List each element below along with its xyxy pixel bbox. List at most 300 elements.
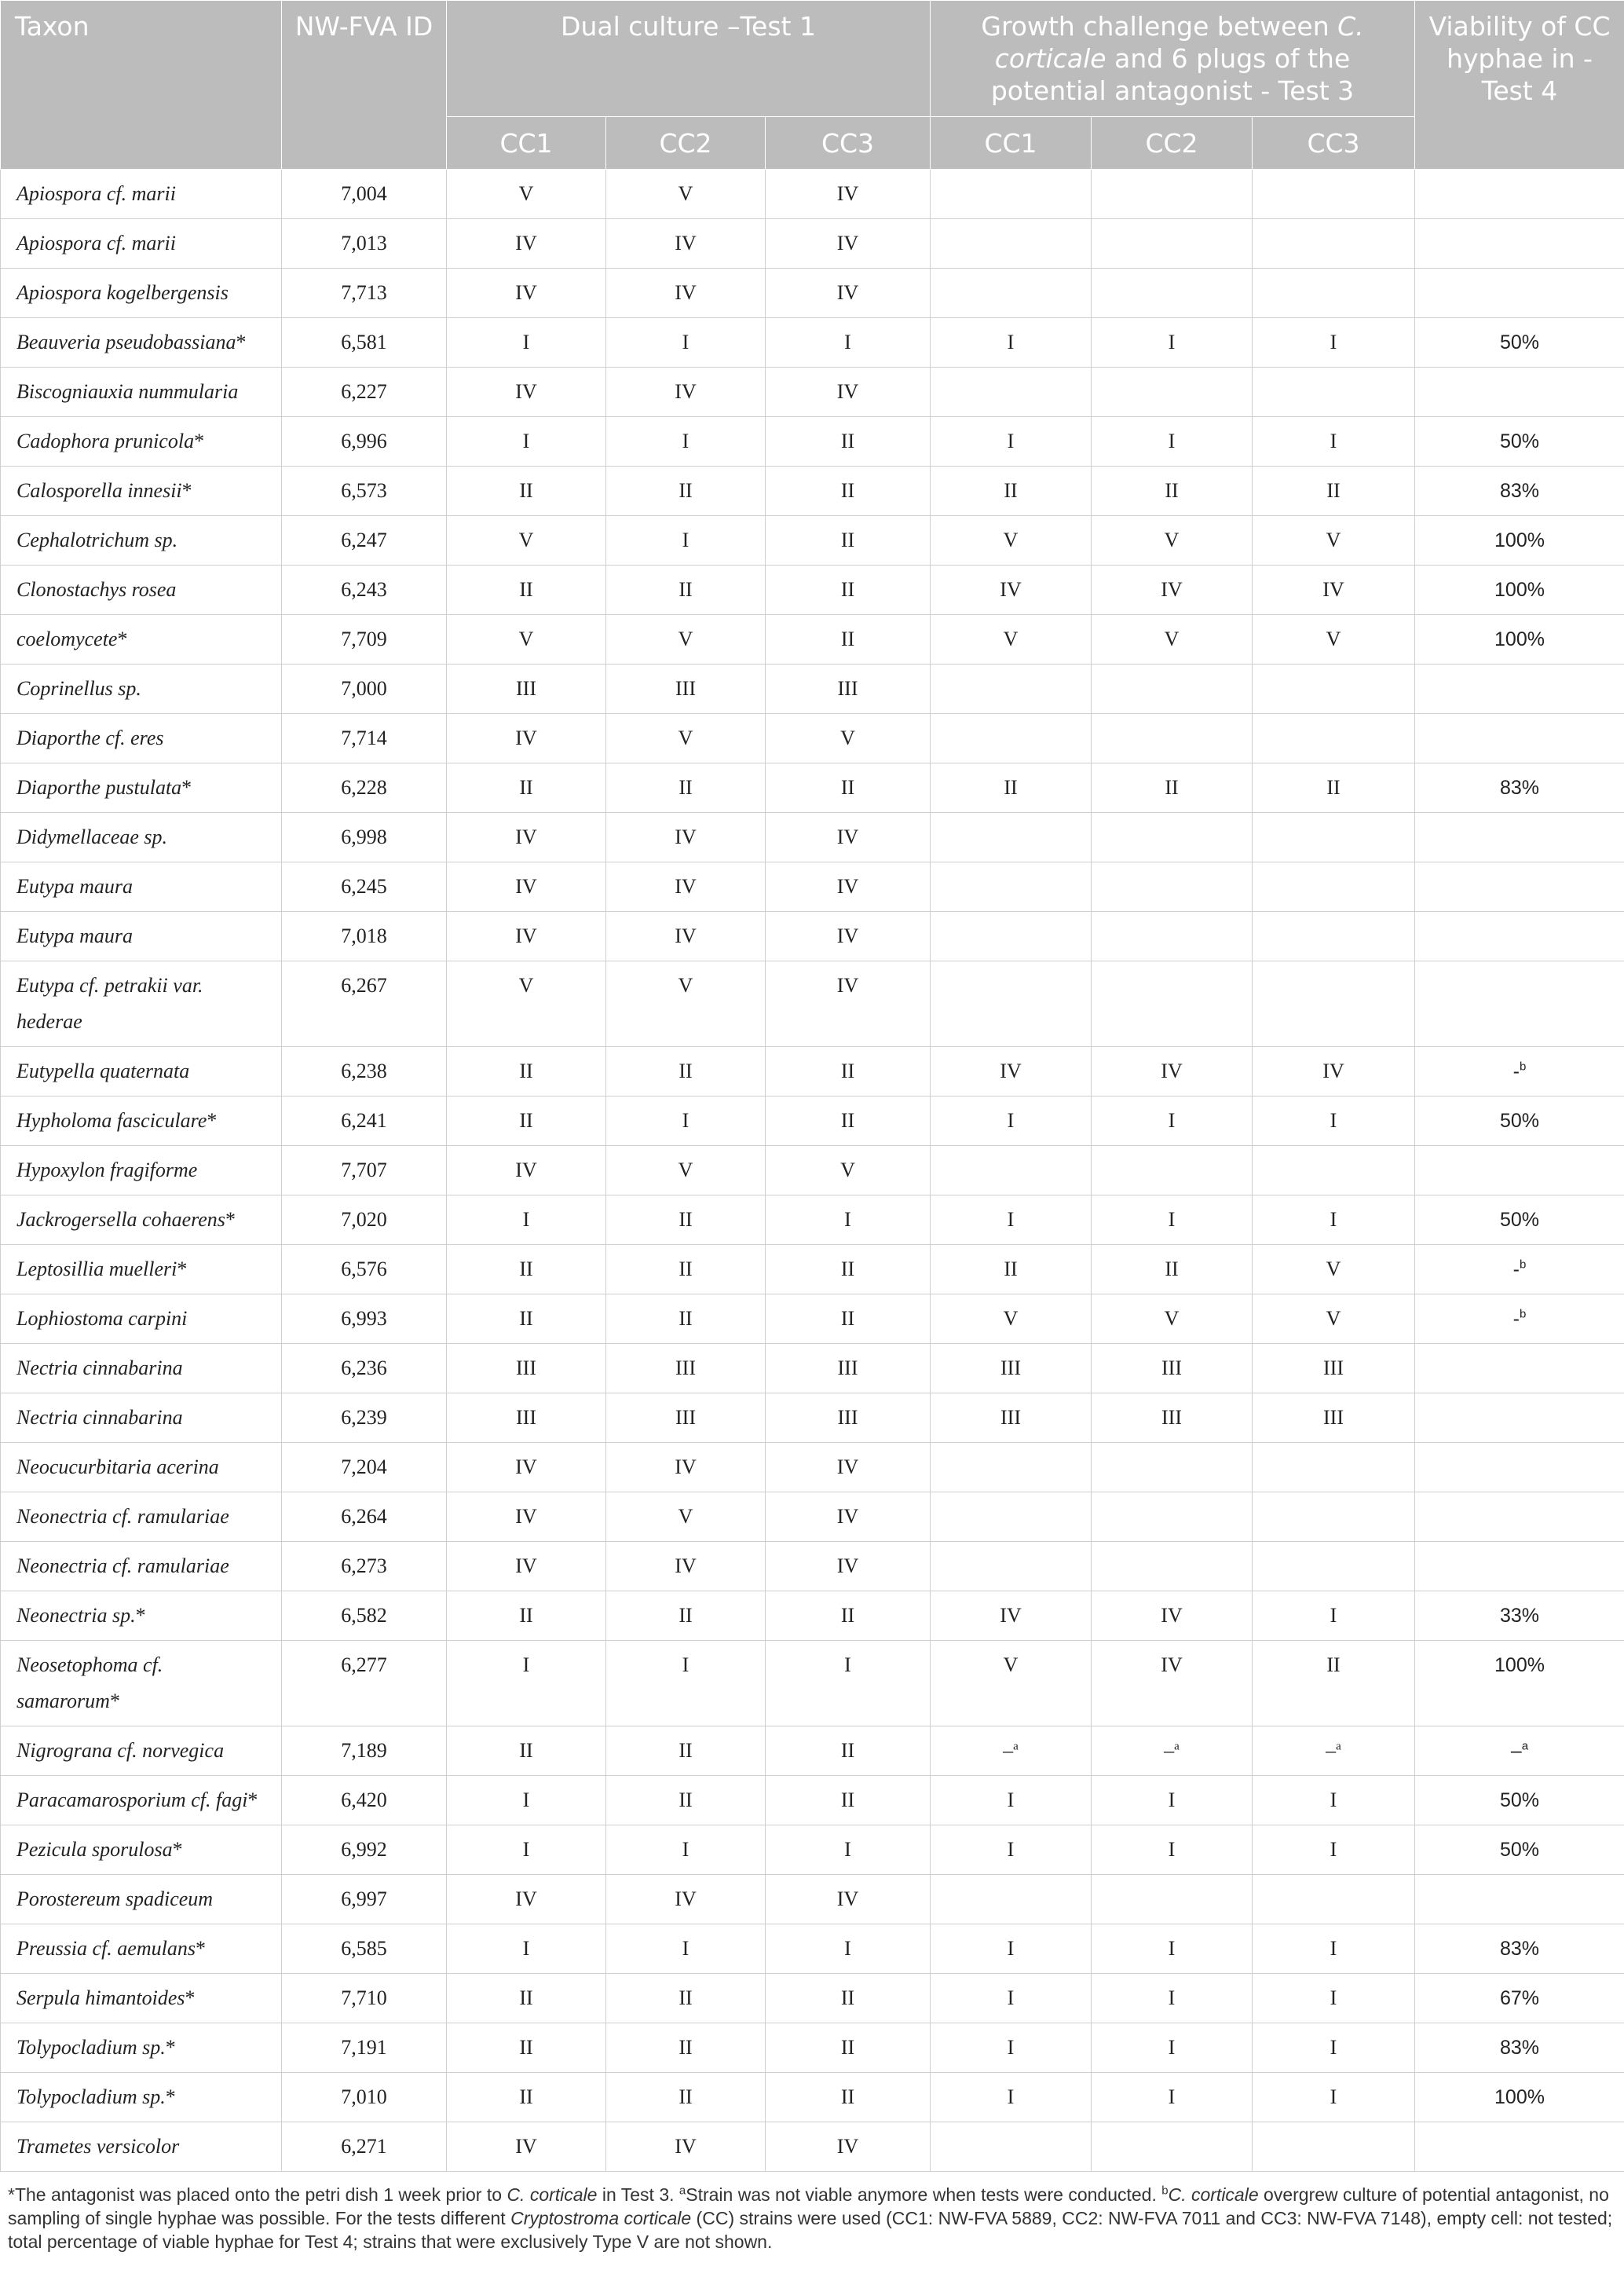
id-cell: 7,191: [282, 2023, 447, 2073]
test1-cc3-cell: IV: [766, 170, 931, 219]
taxon-cell: Hypoxylon fragiforme: [1, 1146, 282, 1195]
test3-cc3-cell: [1253, 1492, 1415, 1542]
taxon-cell: Neonectria sp.*: [1, 1591, 282, 1641]
test3-cc3-cell: V: [1253, 516, 1415, 566]
test1-cc3-cell: II: [766, 1294, 931, 1344]
id-cell: 6,997: [282, 1875, 447, 1924]
id-cell: 6,247: [282, 516, 447, 566]
test1-cc3-cell: II: [766, 1776, 931, 1825]
table-row: [1, 318, 1624, 368]
test1-cc1-cell: I: [447, 318, 606, 368]
test1-cc3-cell: I: [766, 1825, 931, 1875]
test1-cc2-cell: IV: [606, 1875, 766, 1924]
test3-cc1-cell: [931, 1443, 1092, 1492]
test1-cc1-cell: V: [447, 516, 606, 566]
taxon-cell: Apiospora cf. marii: [1, 170, 282, 219]
taxon-cell: Tolypocladium sp.*: [1, 2073, 282, 2122]
test1-cc2-cell: V: [606, 714, 766, 763]
test3-cc1-cell: I: [931, 1195, 1092, 1245]
viability-cell: [1415, 1344, 1624, 1393]
test3-cc3-cell: II: [1253, 763, 1415, 813]
test1-cc3-cell: III: [766, 1393, 931, 1443]
test1-cc1-cell: II: [447, 1726, 606, 1776]
viability-cell: 100%: [1415, 2073, 1624, 2122]
test3-cc3-cell: [1253, 1542, 1415, 1591]
test1-cc1-cell: IV: [447, 1492, 606, 1542]
test3-cc3-cell: V: [1253, 1245, 1415, 1294]
test1-cc2-cell: V: [606, 170, 766, 219]
test3-cc3-cell: I: [1253, 1195, 1415, 1245]
test1-cc3-cell: III: [766, 665, 931, 714]
table-row: [1, 1924, 1624, 1974]
taxon-cell: Nigrograna cf. norvegica: [1, 1726, 282, 1776]
taxon-cell: coelomycete*: [1, 615, 282, 665]
viability-cell: 83%: [1415, 1924, 1624, 1974]
viability-cell: 83%: [1415, 467, 1624, 516]
test1-cc2-cell: II: [606, 566, 766, 615]
viability-cell: 83%: [1415, 763, 1624, 813]
test1-cc3-cell: II: [766, 1726, 931, 1776]
test3-cc2-cell: III: [1092, 1393, 1253, 1443]
test3-cc2-cell: [1092, 368, 1253, 417]
id-cell: 6,236: [282, 1344, 447, 1393]
table-row: [1, 417, 1624, 467]
test1-cc2-cell: IV: [606, 813, 766, 862]
test3-cc2-cell: I: [1092, 2073, 1253, 2122]
test1-cc3-cell: V: [766, 1146, 931, 1195]
test1-cc1-cell: II: [447, 1974, 606, 2023]
id-cell: 6,238: [282, 1047, 447, 1097]
test3-cc1-cell: [931, 1492, 1092, 1542]
test3-cc3-cell: [1253, 1146, 1415, 1195]
test1-cc3-cell: IV: [766, 1492, 931, 1542]
viability-cell: [1415, 219, 1624, 269]
test1-cc2-cell: II: [606, 2023, 766, 2073]
viability-cell: [1415, 368, 1624, 417]
table-row: [1, 1245, 1624, 1294]
id-cell: 7,713: [282, 269, 447, 318]
test1-cc1-cell: I: [447, 1641, 606, 1726]
test1-cc2-cell: I: [606, 1641, 766, 1726]
test3-cc2-cell: V: [1092, 1294, 1253, 1344]
test3-cc1-cell: III: [931, 1344, 1092, 1393]
test1-cc1-cell: II: [447, 763, 606, 813]
test3-cc3-cell: [1253, 665, 1415, 714]
test3-cc3-cell: [1253, 2122, 1415, 2172]
test1-cc3-cell: II: [766, 1097, 931, 1146]
test1-cc3-cell: IV: [766, 2122, 931, 2172]
taxon-cell: Apiospora kogelbergensis: [1, 269, 282, 318]
test3-cc1-cell: I: [931, 1924, 1092, 1974]
table-row: [1, 763, 1624, 813]
test1-cc2-cell: II: [606, 763, 766, 813]
table-row: [1, 813, 1624, 862]
taxon-cell: Didymellaceae sp.: [1, 813, 282, 862]
viability-cell: [1415, 665, 1624, 714]
taxon-cell: Paracamarosporium cf. fagi*: [1, 1776, 282, 1825]
test3-cc3-cell: II: [1253, 1641, 1415, 1726]
test1-cc2-cell: II: [606, 1294, 766, 1344]
test3-cc3-cell: III: [1253, 1344, 1415, 1393]
test1-cc1-cell: IV: [447, 2122, 606, 2172]
id-cell: 6,420: [282, 1776, 447, 1825]
viability-cell: [1415, 862, 1624, 912]
test3-cc2-cell: III: [1092, 1344, 1253, 1393]
test1-cc1-cell: II: [447, 566, 606, 615]
test3-cc3-cell: [1253, 219, 1415, 269]
test1-cc3-cell: I: [766, 318, 931, 368]
id-cell: 6,273: [282, 1542, 447, 1591]
test3-cc1-cell: [931, 665, 1092, 714]
table-row: [1, 1875, 1624, 1924]
id-cell: 7,707: [282, 1146, 447, 1195]
viability-cell: -$^b$: [1415, 1245, 1624, 1294]
id-cell: 6,992: [282, 1825, 447, 1875]
id-cell: 7,020: [282, 1195, 447, 1245]
test1-cc2-cell: IV: [606, 2122, 766, 2172]
test3-cc3-cell: [1253, 714, 1415, 763]
test3-cc2-cell: [1092, 1146, 1253, 1195]
id-cell: 6,993: [282, 1294, 447, 1344]
test3-cc3-cell: IV: [1253, 1047, 1415, 1097]
test1-cc3-cell: IV: [766, 813, 931, 862]
viability-cell: 100%: [1415, 566, 1624, 615]
test1-cc3-cell: II: [766, 1591, 931, 1641]
test3-cc1-cell: I: [931, 417, 1092, 467]
test3-cc2-cell: [1092, 1492, 1253, 1542]
test1-cc2-cell: II: [606, 1195, 766, 1245]
test1-cc2-cell: V: [606, 961, 766, 1047]
test1-cc1-cell: I: [447, 1924, 606, 1974]
test1-cc1-cell: I: [447, 1195, 606, 1245]
id-cell: 6,267: [282, 961, 447, 1047]
test1-cc2-cell: I: [606, 1825, 766, 1875]
test1-cc2-cell: IV: [606, 862, 766, 912]
test1-cc3-cell: IV: [766, 1443, 931, 1492]
table-row: [1, 566, 1624, 615]
test3-cc2-cell: IV: [1092, 566, 1253, 615]
viability-cell: [1415, 1875, 1624, 1924]
table-row: [1, 1097, 1624, 1146]
test1-cc3-cell: II: [766, 1974, 931, 2023]
id-cell: 6,271: [282, 2122, 447, 2172]
table-row: [1, 1443, 1624, 1492]
test3-cc3-cell: [1253, 862, 1415, 912]
test1-cc1-cell: IV: [447, 813, 606, 862]
id-cell: 6,277: [282, 1641, 447, 1726]
header-taxon: Taxon: [1, 1, 282, 170]
test1-cc2-cell: III: [606, 1393, 766, 1443]
test3-cc3-cell: I: [1253, 1097, 1415, 1146]
test1-cc2-cell: V: [606, 1146, 766, 1195]
test1-cc1-cell: IV: [447, 269, 606, 318]
test3-cc2-cell: V: [1092, 615, 1253, 665]
header-test1-cc1: CC1: [447, 117, 606, 170]
table-row: [1, 219, 1624, 269]
viability-cell: 100%: [1415, 1641, 1624, 1726]
table-row: [1, 1591, 1624, 1641]
test3-cc3-cell: I: [1253, 2023, 1415, 2073]
table-row: [1, 2122, 1624, 2172]
test1-cc2-cell: IV: [606, 1542, 766, 1591]
test3-cc2-cell: I: [1092, 1924, 1253, 1974]
taxon-cell: Neocucurbitaria acerina: [1, 1443, 282, 1492]
id-cell: 6,227: [282, 368, 447, 417]
viability-cell: 100%: [1415, 615, 1624, 665]
id-cell: 6,241: [282, 1097, 447, 1146]
id-cell: 6,996: [282, 417, 447, 467]
test3-cc3-cell: I: [1253, 2073, 1415, 2122]
viability-cell: [1415, 714, 1624, 763]
test3-cc1-cell: I: [931, 1825, 1092, 1875]
test3-cc2-cell: –$^a$: [1092, 1726, 1253, 1776]
test3-cc1-cell: [931, 714, 1092, 763]
table-footnote: *The antagonist was placed onto the petri dish 1 week prior to C. corticale in Test 3. $^a$Strain was not viable anymore when tests were conducted. $^b$C. corticale overgrew culture of potential antagonist, no sampling of single hyphae was possible. For the tests different Cryptostroma corticale (CC) strains were used (CC1: NW-FVA 5889, CC2: NW-FVA 7011 and CC3: NW-FVA 7148), empty cell: not tested; total percentage of viable hyphae for Test 4; strains that were exclusively Type V are not shown.: [8, 2184, 1613, 2252]
test3-cc1-cell: V: [931, 615, 1092, 665]
test1-cc2-cell: I: [606, 318, 766, 368]
test1-cc1-cell: II: [447, 467, 606, 516]
table-row: [1, 269, 1624, 318]
taxon-cell: Cephalotrichum sp.: [1, 516, 282, 566]
test3-cc3-cell: [1253, 368, 1415, 417]
test3-cc1-cell: [931, 368, 1092, 417]
taxon-cell: Diaporthe cf. eres: [1, 714, 282, 763]
test1-cc3-cell: II: [766, 516, 931, 566]
test3-cc1-cell: I: [931, 318, 1092, 368]
test1-cc2-cell: IV: [606, 1443, 766, 1492]
test3-cc2-cell: [1092, 1875, 1253, 1924]
test3-cc1-cell: V: [931, 1294, 1092, 1344]
test1-cc1-cell: IV: [447, 1146, 606, 1195]
test3-cc2-cell: [1092, 862, 1253, 912]
test3-cc2-cell: I: [1092, 2023, 1253, 2073]
table-row: [1, 862, 1624, 912]
test3-cc3-cell: I: [1253, 1591, 1415, 1641]
table-row: [1, 1294, 1624, 1344]
taxon-cell: Neosetophoma cf. samarorum*: [1, 1641, 282, 1726]
header-test4: Viability of CC hyphae in -Test 4: [1415, 1, 1624, 170]
test3-cc2-cell: V: [1092, 516, 1253, 566]
test3-cc2-cell: I: [1092, 1825, 1253, 1875]
test1-cc3-cell: IV: [766, 961, 931, 1047]
test1-cc1-cell: II: [447, 1047, 606, 1097]
test1-cc2-cell: I: [606, 1924, 766, 1974]
test3-cc1-cell: I: [931, 2073, 1092, 2122]
test1-cc1-cell: IV: [447, 368, 606, 417]
test3-cc1-cell: I: [931, 1097, 1092, 1146]
test3-cc2-cell: I: [1092, 1776, 1253, 1825]
test1-cc3-cell: IV: [766, 269, 931, 318]
test3-cc3-cell: II: [1253, 467, 1415, 516]
table-row: [1, 912, 1624, 961]
table-row: [1, 1542, 1624, 1591]
viability-cell: [1415, 269, 1624, 318]
test1-cc1-cell: IV: [447, 862, 606, 912]
test1-cc2-cell: III: [606, 665, 766, 714]
table-row: [1, 1641, 1624, 1726]
viability-cell: [1415, 1492, 1624, 1542]
test3-cc1-cell: [931, 1542, 1092, 1591]
test3-cc3-cell: [1253, 269, 1415, 318]
test3-cc1-cell: V: [931, 516, 1092, 566]
taxon-cell: Tolypocladium sp.*: [1, 2023, 282, 2073]
test3-cc1-cell: [931, 961, 1092, 1047]
viability-cell: –$^a$: [1415, 1726, 1624, 1776]
test3-cc3-cell: I: [1253, 1825, 1415, 1875]
test1-cc1-cell: II: [447, 1591, 606, 1641]
id-cell: 7,013: [282, 219, 447, 269]
header-id: NW-FVA ID: [282, 1, 447, 170]
id-cell: 6,228: [282, 763, 447, 813]
header-test1-cc2: CC2: [606, 117, 766, 170]
test3-cc1-cell: IV: [931, 566, 1092, 615]
viability-cell: -$^b$: [1415, 1047, 1624, 1097]
test3-cc2-cell: IV: [1092, 1047, 1253, 1097]
viability-cell: [1415, 1542, 1624, 1591]
test1-cc3-cell: II: [766, 467, 931, 516]
test1-cc2-cell: IV: [606, 368, 766, 417]
taxon-cell: Leptosillia muelleri*: [1, 1245, 282, 1294]
header-test3-cc2: CC2: [1092, 117, 1253, 170]
test1-cc1-cell: II: [447, 1097, 606, 1146]
test3-cc2-cell: [1092, 813, 1253, 862]
test1-cc1-cell: V: [447, 170, 606, 219]
test1-cc1-cell: II: [447, 1294, 606, 1344]
test1-cc1-cell: V: [447, 615, 606, 665]
id-cell: 6,239: [282, 1393, 447, 1443]
table-row: [1, 2023, 1624, 2073]
id-cell: 7,004: [282, 170, 447, 219]
taxon-cell: Porostereum spadiceum: [1, 1875, 282, 1924]
taxon-cell: Nectria cinnabarina: [1, 1393, 282, 1443]
id-cell: 7,189: [282, 1726, 447, 1776]
test1-cc1-cell: IV: [447, 219, 606, 269]
test1-cc2-cell: IV: [606, 269, 766, 318]
test3-cc1-cell: IV: [931, 1591, 1092, 1641]
test1-cc1-cell: II: [447, 1245, 606, 1294]
test3-cc2-cell: II: [1092, 763, 1253, 813]
test3-cc1-cell: [931, 2122, 1092, 2172]
taxon-cell: Jackrogersella cohaerens*: [1, 1195, 282, 1245]
id-cell: 7,000: [282, 665, 447, 714]
table-row: [1, 714, 1624, 763]
test1-cc2-cell: IV: [606, 219, 766, 269]
test1-cc1-cell: III: [447, 665, 606, 714]
test1-cc2-cell: I: [606, 516, 766, 566]
viability-cell: [1415, 1443, 1624, 1492]
test3-cc1-cell: [931, 1146, 1092, 1195]
table-body: [1, 170, 1624, 2172]
test3-cc3-cell: [1253, 813, 1415, 862]
test1-cc3-cell: II: [766, 615, 931, 665]
viability-cell: 67%: [1415, 1974, 1624, 2023]
test1-cc2-cell: IV: [606, 912, 766, 961]
test3-cc3-cell: V: [1253, 1294, 1415, 1344]
table-row: [1, 1393, 1624, 1443]
test3-cc3-cell: [1253, 1875, 1415, 1924]
test1-cc2-cell: II: [606, 1245, 766, 1294]
test1-cc2-cell: I: [606, 417, 766, 467]
test1-cc2-cell: II: [606, 467, 766, 516]
viability-cell: 33%: [1415, 1591, 1624, 1641]
test3-cc2-cell: I: [1092, 318, 1253, 368]
id-cell: 6,581: [282, 318, 447, 368]
test3-cc2-cell: [1092, 170, 1253, 219]
test1-cc3-cell: III: [766, 1344, 931, 1393]
taxon-cell: Lophiostoma carpini: [1, 1294, 282, 1344]
test1-cc2-cell: II: [606, 1047, 766, 1097]
test1-cc3-cell: II: [766, 2023, 931, 2073]
test3-cc2-cell: IV: [1092, 1591, 1253, 1641]
table-row: [1, 1974, 1624, 2023]
test1-cc3-cell: II: [766, 1047, 931, 1097]
test1-cc3-cell: IV: [766, 1875, 931, 1924]
test3-cc3-cell: III: [1253, 1393, 1415, 1443]
test3-cc3-cell: –$^a$: [1253, 1726, 1415, 1776]
taxon-cell: Hypholoma fasciculare*: [1, 1097, 282, 1146]
test3-cc2-cell: II: [1092, 467, 1253, 516]
id-cell: 6,585: [282, 1924, 447, 1974]
test1-cc3-cell: I: [766, 1924, 931, 1974]
viability-cell: 50%: [1415, 1825, 1624, 1875]
test1-cc2-cell: V: [606, 615, 766, 665]
test1-cc3-cell: II: [766, 2073, 931, 2122]
id-cell: 7,018: [282, 912, 447, 961]
taxon-cell: Calosporella innesii*: [1, 467, 282, 516]
table-row: [1, 961, 1624, 1047]
test1-cc1-cell: I: [447, 417, 606, 467]
test1-cc1-cell: I: [447, 1776, 606, 1825]
table-row: [1, 1726, 1624, 1776]
taxon-cell: Diaporthe pustulata*: [1, 763, 282, 813]
test1-cc3-cell: IV: [766, 912, 931, 961]
test3-cc1-cell: I: [931, 1776, 1092, 1825]
table-row: [1, 1047, 1624, 1097]
test3-cc3-cell: [1253, 1443, 1415, 1492]
taxon-cell: Neonectria cf. ramulariae: [1, 1492, 282, 1542]
test3-cc1-cell: [931, 269, 1092, 318]
id-cell: 7,710: [282, 1974, 447, 2023]
header-test3-cc3: CC3: [1253, 117, 1415, 170]
table-row: [1, 1492, 1624, 1542]
id-cell: 6,573: [282, 467, 447, 516]
table-row: [1, 615, 1624, 665]
table-row: [1, 1776, 1624, 1825]
test1-cc2-cell: III: [606, 1344, 766, 1393]
test3-cc1-cell: [931, 813, 1092, 862]
test3-cc2-cell: [1092, 219, 1253, 269]
test1-cc3-cell: II: [766, 566, 931, 615]
test3-cc1-cell: –$^a$: [931, 1726, 1092, 1776]
test3-cc1-cell: [931, 912, 1092, 961]
id-cell: 7,010: [282, 2073, 447, 2122]
table-row: [1, 1195, 1624, 1245]
test3-cc3-cell: I: [1253, 1924, 1415, 1974]
test3-cc3-cell: I: [1253, 417, 1415, 467]
test1-cc2-cell: I: [606, 1097, 766, 1146]
test3-cc1-cell: II: [931, 763, 1092, 813]
test1-cc3-cell: II: [766, 417, 931, 467]
taxon-cell: Cadophora prunicola*: [1, 417, 282, 467]
test1-cc2-cell: V: [606, 1492, 766, 1542]
test3-cc3-cell: I: [1253, 1776, 1415, 1825]
test3-cc2-cell: [1092, 1443, 1253, 1492]
test1-cc3-cell: I: [766, 1641, 931, 1726]
test1-cc3-cell: II: [766, 763, 931, 813]
taxon-cell: Neonectria cf. ramulariae: [1, 1542, 282, 1591]
test1-cc1-cell: I: [447, 1825, 606, 1875]
header-test1: Dual culture –Test 1: [447, 1, 931, 117]
